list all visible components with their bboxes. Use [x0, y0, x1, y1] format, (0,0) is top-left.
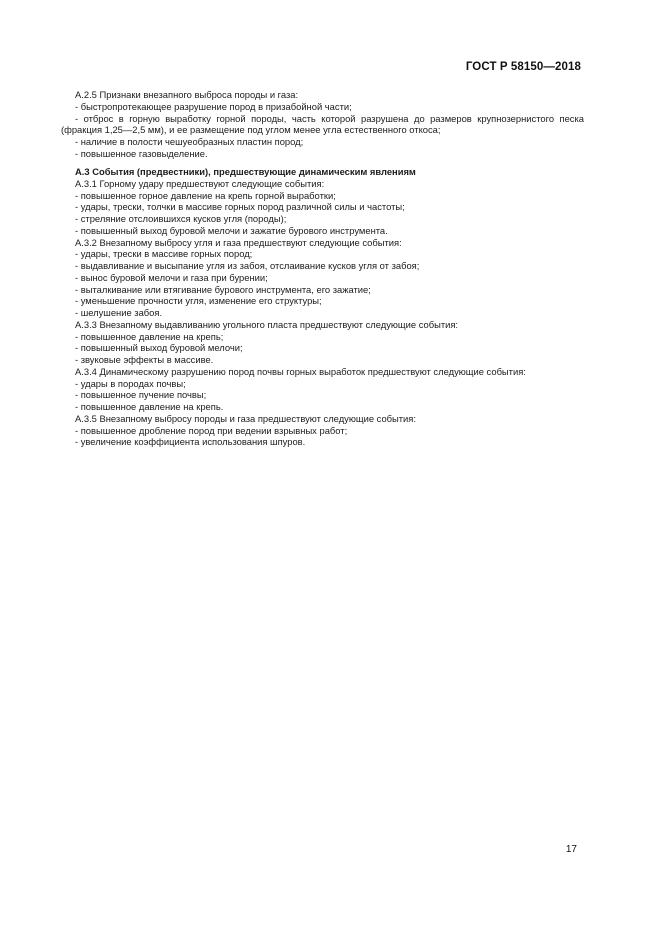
list-item: - повышенное дробление пород при ведении взрывных работ; [75, 424, 348, 436]
list-item: - повышенное давление на крепь. [75, 401, 224, 412]
list-item: - повышенное газовыделение. [75, 147, 208, 159]
list-item: - повышенное пучение почвы; [75, 389, 207, 401]
list-item: - отброс в горную выработку горной породы, часть которой разрушена до размеров крупнозернистого песка [75, 112, 584, 124]
list-item: - повышенное горное давление на крепь горной выработки; [75, 189, 336, 201]
list-item: - шелушение забоя. [75, 307, 163, 318]
page-body [61, 89, 584, 448]
list-item: - уменьшение прочности угля, изменение его структуры; [75, 295, 322, 307]
list-item: - выдавливание и высыпание угля из забоя, отслаивание кусков угля от забоя; [75, 260, 420, 271]
document-code: ГОСТ Р 58150—2018 [465, 61, 581, 73]
list-item: - быстропротекающее разрушение пород в призабойной части; [75, 100, 352, 112]
list-item: - вынос буровой мелочи и газа при бурении; [75, 271, 268, 283]
list-item: - звуковые эффекты в массиве. [75, 354, 214, 365]
list-item: - увеличение коэффициента использования шпуров. [75, 436, 306, 448]
section-a32-title: А.3.2 Внезапному выбросу угля и газа предшествуют следующие события: [75, 236, 402, 248]
list-item: - удары в породах почвы; [75, 377, 186, 389]
section-a25-title: А.2.5 Признаки внезапного выброса породы и газа: [75, 89, 299, 100]
list-item: - стреляние отслоившихся кусков угля (породы); [75, 213, 287, 224]
list-item: - наличие в полости чешуеобразных пластин пород; [75, 136, 304, 147]
list-item: - повышенный выход буровой мелочи; [75, 342, 243, 354]
section-a31-title: А.3.1 Горному удару предшествуют следующие события: [75, 177, 325, 189]
list-item: - повышенное давление на крепь; [75, 330, 224, 342]
section-a35-title: А.3.5 Внезапному выбросу породы и газа предшествуют следующие события: [75, 412, 416, 424]
section-a3-heading: А.3 События (предвестники), предшествующие динамическим явлениям [75, 165, 416, 177]
list-item: - удары, трески, толчки в массиве горных пород различной силы и частоты; [75, 201, 405, 213]
list-item: - повышенный выход буровой мелочи и зажатие бурового инструмента. [75, 224, 388, 236]
page-number: 17 [565, 844, 577, 855]
section-a34-title: А.3.4 Динамическому разрушению пород почвы горных выработок предшествуют следующие события: [75, 365, 526, 377]
list-item-continuation: (фракция 1,25—2,5 мм), и ее размещение под углом менее угла естественного откоса; [61, 124, 441, 136]
section-a33-title: А.3.3 Внезапному выдавливанию угольного пласта предшествуют следующие события: [75, 318, 459, 330]
list-item: - выталкивание или втягивание бурового инструмента, его зажатие; [75, 283, 371, 295]
list-item: - удары, трески в массиве горных пород; [75, 248, 253, 260]
